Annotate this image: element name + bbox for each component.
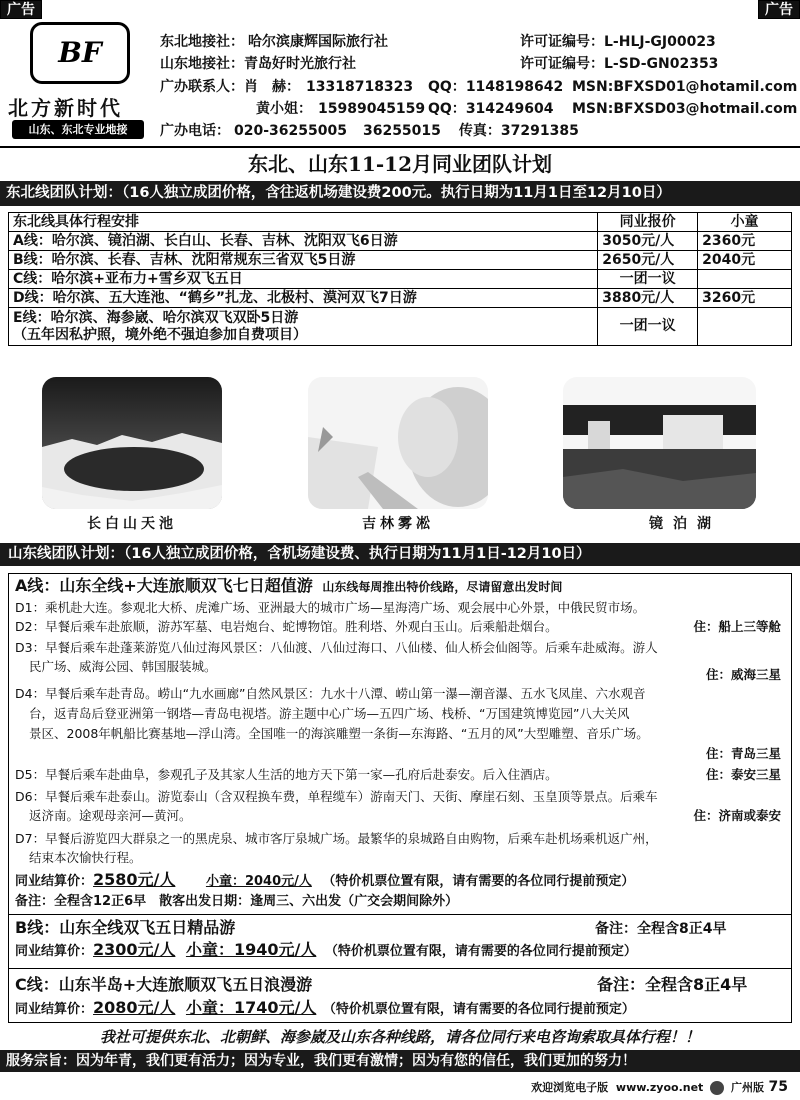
table-row: A线：哈尔滨、镜泊湖、长白山、长春、吉林、沈阳双飞6日游 3050元/人 2360元 bbox=[9, 232, 792, 251]
motto-bar: 服务宗旨：因为年青，我们更有活力；因为专业，我们更有激情；因为有您的信任，我们更加的努力！ bbox=[0, 1050, 800, 1072]
sd-route-box: A线：山东全线+大连旅顺双飞七日超值游 山东线每周推出特价线路，尽请留意出发时间 D1：乘机赴大连。参观北大桥、虎滩广场、亚洲最大的城市广场—星海湾广场、观会展中心外景，中俄民贸市场。 D2：早餐后乘车赴旅顺，游苏军墓、电岩炮台、蛇博物馆。胜利塔、外观白玉山。后乘船赴烟台。 住：船上三等舱 D3：早餐后乘车赴蓬莱游览八仙过海风景区：八仙渡、八仙过海口、八仙楼、仙人桥会仙阁等。后乘车赴威海。游人 民广场、威海公园、韩国服装城。 住：威海三星 D4：早餐后乘车赴青岛。崂山“九水画廊”自然风景区：九水十八潭、崂山第一瀑—潮音瀑、五水飞凤崖、六水观音 台，返青岛后登亚洲第一钢塔—青岛电视塔。游主题中心广场—五四广场、栈桥、“万国建筑博览园”八大关风 景区、2008年帆船比赛基地—浮山湾。全国唯一的海滨雕塑一条街—东海路、“五月的风”大型雕塑、音乐广场。 住：青岛三星 D5：早餐后乘车赴曲阜，参观孔子及其家人生活的地方天下第一家—孔府后赴泰安。后入住酒店。 住：泰安三星 D6：早餐后乘车赴泰山。游览泰山（含双程换车费，单程缆车）游南天门、天街、摩崖石刻、玉皇顶等景点。后乘车 返济南。途观母亲河—黄河。 住：济南或泰安 D7：早餐后游览四大群泉之一的黑虎泉、城市客厅泉城广场。最繁华的泉城路自由购物，后乘车赴机场乘机返广州， 结束本次愉快行程。 同业结算价：2580元/人 小童：2040元/人 （特价机票位置有限，请有需要的各位同行提前预定） 备注：全程含12正6早 散客出发日期：逢周三、六出发（广交会期间除外） B线：山东全线双飞五日精品游 备注：全程含8正4早 同业结算价：2300元/人 小童：1940元/人 （特价机票位置有限，请有需要的各位同行提前预定） C线：山东半岛+大连旅顺双飞五日浪漫游 备注：全程含8正4早 同业结算价：2080元/人 小童：1740元/人 （特价机票位置有限，请有需要的各位同行提前预定） bbox=[8, 573, 792, 1023]
logo-mark: BF bbox=[58, 36, 102, 69]
logo-tagline: 山东、东北专业地接 bbox=[12, 120, 144, 139]
ne-plan-bar: 东北线团队计划：（16人独立成团价格，含往返机场建设费200元。执行日期为11月1日至12月10日） bbox=[0, 181, 800, 206]
itinerary-day-5: D5：早餐后乘车赴曲阜，参观孔子及其家人生活的地方天下第一家—孔府后赴泰安。后入住酒店。 bbox=[15, 767, 558, 782]
b-line-child-price: 小童：1940元/人 bbox=[185, 940, 317, 959]
c-line-price-row: 同业结算价：2080元/人 小童：1740元/人 （特价机票位置有限，请有需要的各位同行提前预定） bbox=[15, 998, 635, 1017]
b-line-price: 2300元/人 bbox=[93, 940, 176, 959]
office-tel-2: 36255015 bbox=[362, 123, 441, 139]
footer-url[interactable]: www.zyoo.net bbox=[615, 1081, 704, 1094]
table-row: D线：哈尔滨、五大连池、“鹤乡”扎龙、北极村、漠河双飞7日游 3880元/人 3260元 bbox=[9, 289, 792, 308]
ne-agency: 哈尔滨康辉国际旅行社 bbox=[248, 34, 388, 50]
a-line-note: 山东线每周推出特价线路，尽请留意出发时间 bbox=[322, 580, 563, 594]
footer-badge-icon bbox=[710, 1081, 724, 1095]
stay-day-2: 住：船上三等舱 bbox=[693, 619, 781, 634]
sd-plan-bar: 山东线团队计划：（16人独立成团价格，含机场建设费、执行日期为11月1日-12月10日） bbox=[0, 543, 800, 566]
office-fax: 37291385 bbox=[500, 123, 579, 139]
c-line-title: C线：山东半岛+大连旅顺双飞五日浪漫游 bbox=[15, 975, 313, 994]
sd-license: L-SD-GN02353 bbox=[604, 56, 719, 72]
caption-rime: 吉林雾凇 bbox=[362, 516, 434, 532]
title-rule bbox=[0, 146, 800, 148]
itinerary-day-7: D7：早餐后游览四大群泉之一的黑虎泉、城市客厅泉城广场。最繁华的泉城路自由购物，后乘车赴机场乘机返广州， bbox=[15, 831, 658, 846]
contact-msn-2: BFXSD03@hotmail.com bbox=[613, 101, 798, 117]
ne-route-table bbox=[8, 212, 792, 346]
photo-changbaishan-tianchi bbox=[42, 377, 222, 509]
stay-day-4: 住：青岛三星 bbox=[705, 746, 781, 761]
header-row-3: 广办联系人：肖 赫： 13318718323 bbox=[160, 79, 414, 95]
bottom-note: 我社可提供东北、北朝鲜、海参崴及山东各种线路，请各位同行来电咨询索取具体行程！！ bbox=[99, 1028, 700, 1046]
page-title: 东北、山东11-12月同业团队计划 bbox=[248, 152, 552, 176]
sd-agency: 青岛好时光旅行社 bbox=[244, 56, 356, 72]
itinerary-day-6: D6：早餐后乘车赴泰山。游览泰山（含双程换车费，单程缆车）游南天门、天街、摩崖石刻、玉皇顶等景点。后乘车 bbox=[15, 789, 658, 804]
itinerary-day-3: D3：早餐后乘车赴蓬莱游览八仙过海风景区：八仙渡、八仙过海口、八仙楼、仙人桥会仙阁等。后乘车赴威海。游人 bbox=[15, 640, 658, 655]
c-line-remark: 备注：全程含8正4早 bbox=[597, 975, 748, 994]
contact-msn-1: BFXSD01@hotamil.com bbox=[613, 79, 798, 95]
table-header-row: 东北线具体行程安排 同业报价 小童 bbox=[9, 213, 792, 232]
photo-jingpo-lake bbox=[563, 377, 756, 509]
stay-day-6: 住：济南或泰安 bbox=[693, 808, 781, 823]
table-row: B线：哈尔滨、长春、吉林、沈阳常规东三省双飞5日游 2650元/人 2040元 bbox=[9, 251, 792, 270]
contact-qq-1: 1148198642 bbox=[465, 79, 564, 95]
contact-phone-1: 13318718323 bbox=[306, 79, 414, 95]
table-row: C线：哈尔滨+亚布力+雪乡双飞五日 一团一议 bbox=[9, 270, 792, 289]
b-line-price-row: 同业结算价：2300元/人 小童：1940元/人 （特价机票位置有限，请有需要的各位同行提前预定） bbox=[15, 940, 637, 959]
header-row-5: 广办电话： 020-36255005 36255015 传真：37291385 bbox=[160, 123, 579, 139]
itinerary-day-1: D1：乘机赴大连。参观北大桥、虎滩广场、亚洲最大的城市广场—星海湾广场、观会展中心外景，中俄民贸市场。 bbox=[15, 600, 646, 615]
contact-qq-2: 314249604 bbox=[465, 101, 554, 117]
office-tel-1: 020-36255005 bbox=[234, 123, 347, 139]
ad-label-left: 广告 bbox=[0, 0, 42, 19]
itinerary-day-2: D2：早餐后乘车赴旅顺，游苏军墓、电岩炮台、蛇博物馆。胜利塔、外观白玉山。后乘船赴烟台。 bbox=[15, 619, 558, 634]
a-line-remark: 备注：全程含12正6早 散客出发日期：逢周三、六出发（广交会期间除外） bbox=[15, 894, 459, 909]
a-line-price: 2580元/人 bbox=[93, 870, 176, 889]
page-number: 75 bbox=[768, 1079, 788, 1095]
header-row-1: 东北地接社： 哈尔滨康辉国际旅行社 bbox=[160, 34, 388, 50]
ne-license: L-HLJ-GJ00023 bbox=[604, 34, 716, 50]
company-logo bbox=[30, 22, 130, 84]
header-row-2: 山东地接社：青岛好时光旅行社 bbox=[160, 56, 356, 72]
c-line-price: 2080元/人 bbox=[93, 998, 176, 1017]
caption-jingpo: 镜泊湖 bbox=[649, 516, 721, 532]
contact-phone-2: 15989045159 bbox=[318, 101, 426, 117]
a-line-child-price: 小童：2040元/人 bbox=[205, 874, 312, 889]
b-line-remark: 备注：全程含8正4早 bbox=[595, 921, 727, 937]
header-row-4: 黄小姐： 15989045159 bbox=[256, 101, 426, 117]
stay-day-3: 住：威海三星 bbox=[705, 667, 781, 682]
logo-name: 北方新时代 bbox=[8, 96, 123, 120]
a-line-price-row: 同业结算价：2580元/人 小童：2040元/人 （特价机票位置有限，请有需要的各位同行提前预定） bbox=[15, 870, 635, 889]
table-row: E线：哈尔滨、海参崴、哈尔滨双飞双卧5日游 （五年因私护照，境外绝不强迫参加自费项目） 一团一议 bbox=[9, 308, 792, 346]
photo-jilin-rime bbox=[308, 377, 488, 509]
c-line-child-price: 小童：1740元/人 bbox=[185, 998, 317, 1017]
caption-tianchi: 长白山天池 bbox=[87, 516, 177, 532]
a-line-title: A线：山东全线+大连旅顺双飞七日超值游 山东线每周推出特价线路，尽请留意出发时间 bbox=[15, 576, 563, 595]
itinerary-day-4: D4：早餐后乘车赴青岛。崂山“九水画廊”自然风景区：九水十八潭、崂山第一瀑—潮音瀑、五水飞凤崖、六水观音 bbox=[15, 686, 646, 701]
ad-label-right: 广告 bbox=[758, 0, 800, 19]
b-line-title: B线：山东全线双飞五日精品游 bbox=[15, 918, 236, 937]
stay-day-5: 住：泰安三星 bbox=[705, 767, 781, 782]
footer: 欢迎浏览电子版 www.zyoo.net 广州版 bbox=[531, 1081, 764, 1094]
